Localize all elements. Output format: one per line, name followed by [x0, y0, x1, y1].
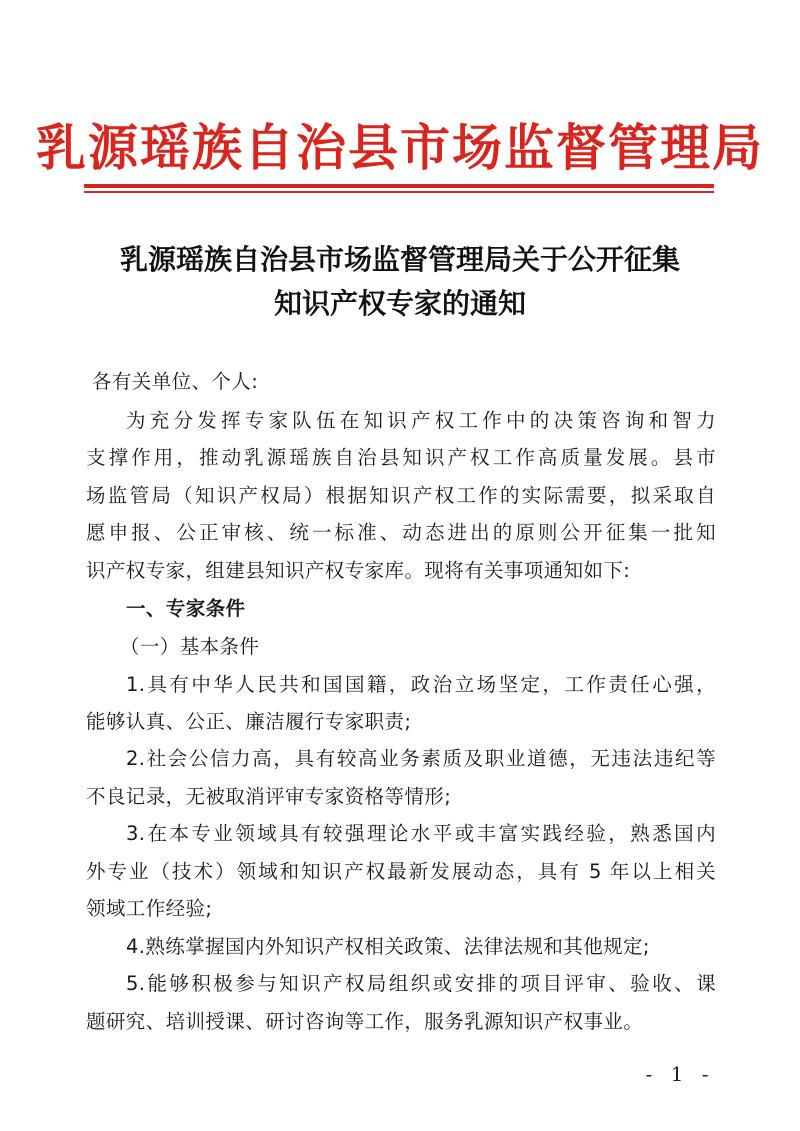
masthead-org-name: 乳源瑶族自治县市场监督管理局 [36, 118, 764, 177]
item-line: 领域工作经验; [86, 897, 213, 920]
subsection-heading: （一）基本条件 [120, 635, 260, 658]
page-number: - 1 - [645, 1062, 715, 1086]
masthead-rule-thin [84, 191, 714, 193]
section-heading: 一、专家条件 [126, 597, 246, 620]
item-line: 2.社会公信力高，具有较高业务素质及职业道德，无违法违纪等 [126, 747, 716, 770]
item-line: 5.能够积极参与知识产权局组织或安排的项目评审、验收、课 [126, 972, 716, 995]
intro-line: 愿申报、公正审核、统一标准、动态进出的原则公开征集一批知 [86, 521, 716, 544]
item-line: 题研究、培训授课、研讨咨询等工作，服务乳源知识产权事业。 [86, 1010, 644, 1033]
item-line: 1.具有中华人民共和国国籍，政治立场坚定，工作责任心强， [126, 673, 716, 696]
intro-line: 识产权专家，组建县知识产权专家库。现将有关事项通知如下: [86, 559, 631, 582]
intro-line: 支撑作用，推动乳源瑶族自治县知识产权工作高质量发展。县市 [86, 446, 716, 469]
item-line: 不良记录，无被取消评审专家资格等情形; [86, 785, 452, 808]
item-line: 外专业（技术）领域和知识产权最新发展动态，具有 5 年以上相关 [86, 860, 716, 883]
item-line: 3.在本专业领域具有较强理论水平或丰富实践经验，熟悉国内 [126, 822, 716, 845]
salutation: 各有关单位、个人: [92, 370, 259, 393]
item-line: 4.熟练掌握国内外知识产权相关政策、法律法规和其他规定; [126, 935, 650, 958]
doc-title-line-1: 乳源瑶族自治县市场监督管理局关于公开征集 [119, 243, 680, 276]
intro-line: 场监管局（知识产权局）根据知识产权工作的实际需要，拟采取自 [86, 484, 716, 507]
item-line: 能够认真、公正、廉洁履行专家职责; [86, 710, 412, 733]
intro-line: 为充分发挥专家队伍在知识产权工作中的决策咨询和智力 [126, 409, 716, 432]
masthead-rule-thick [84, 184, 714, 188]
doc-title-line-2: 知识产权专家的通知 [273, 287, 526, 320]
